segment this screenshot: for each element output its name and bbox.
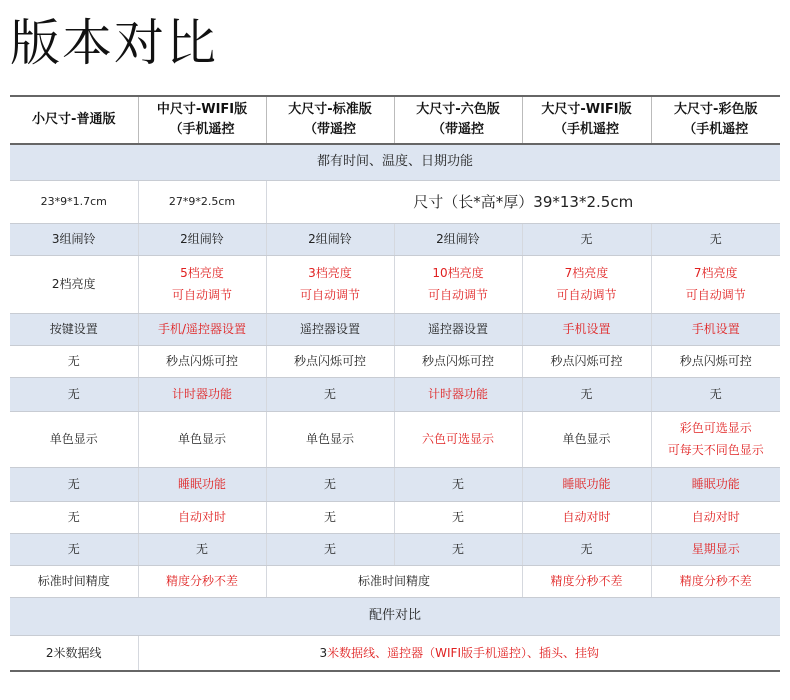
- header-medium-wifi: 中尺寸-WIFI版 （手机遥控: [138, 96, 266, 144]
- week-cell: 无: [138, 533, 266, 565]
- size-cell: 23*9*1.7cm: [10, 180, 138, 223]
- display-cell: 彩色可选显示 可每天不同色显示: [651, 411, 780, 467]
- brightness-cell: 7档亮度 可自动调节: [651, 255, 780, 313]
- alarm-cell: 无: [651, 223, 780, 255]
- settings-cell: 手机/遥控器设置: [138, 313, 266, 345]
- header-small-standard: 小尺寸-普通版: [10, 96, 138, 144]
- brightness-cell: 2档亮度: [10, 255, 138, 313]
- sleep-cell: 无: [10, 467, 138, 501]
- timer-cell: 无: [651, 377, 780, 411]
- precision-cell: 标准时间精度: [10, 565, 138, 597]
- alarm-cell: 2组闹铃: [266, 223, 394, 255]
- sleep-cell: 无: [266, 467, 394, 501]
- display-cell: 单色显示: [266, 411, 394, 467]
- timer-cell: 无: [266, 377, 394, 411]
- alarm-cell: 2组闹铃: [394, 223, 522, 255]
- timer-row: [10, 377, 780, 411]
- settings-cell: 遥控器设置: [394, 313, 522, 345]
- accessory-cell: 2米数据线: [10, 635, 138, 671]
- brightness-row: [10, 255, 780, 313]
- week-cell: 无: [522, 533, 651, 565]
- colon-blink-row: [10, 345, 780, 377]
- settings-cell: 手机设置: [522, 313, 651, 345]
- sleep-cell: 睡眠功能: [522, 467, 651, 501]
- size-cell: 27*9*2.5cm: [138, 180, 266, 223]
- alarm-cell: 3组闹铃: [10, 223, 138, 255]
- section-common-label: 都有时间、温度、日期功能: [10, 144, 780, 180]
- display-cell: 单色显示: [10, 411, 138, 467]
- settings-cell: 手机设置: [651, 313, 780, 345]
- week-cell: 无: [10, 533, 138, 565]
- alarm-cell: 2组闹铃: [138, 223, 266, 255]
- header-large-sixcolor: 大尺寸-六色版 （带遥控: [394, 96, 522, 144]
- accessory-cell-merged: [138, 635, 780, 671]
- section-common-row: [10, 144, 780, 180]
- page-title: 版本对比: [10, 14, 218, 72]
- colon-blink-cell: 秒点闪烁可控: [266, 345, 394, 377]
- colon-blink-cell: 秒点闪烁可控: [651, 345, 780, 377]
- precision-cell: 精度分秒不差: [651, 565, 780, 597]
- settings-cell: 按键设置: [10, 313, 138, 345]
- brightness-cell: 10档亮度 可自动调节: [394, 255, 522, 313]
- section-accessories-row: [10, 597, 780, 635]
- colon-blink-cell: 秒点闪烁可控: [394, 345, 522, 377]
- brightness-cell: 7档亮度 可自动调节: [522, 255, 651, 313]
- auto-sync-cell: 无: [266, 501, 394, 533]
- header-row: [10, 96, 780, 144]
- sleep-row: [10, 467, 780, 501]
- precision-cell: 精度分秒不差: [522, 565, 651, 597]
- size-cell-large: 尺寸（长*高*厚）39*13*2.5cm: [266, 180, 780, 223]
- week-cell: 无: [266, 533, 394, 565]
- colon-blink-cell: 秒点闪烁可控: [522, 345, 651, 377]
- header-large-standard: 大尺寸-标准版 （带遥控: [266, 96, 394, 144]
- sleep-cell: 睡眠功能: [651, 467, 780, 501]
- timer-cell: 计时器功能: [138, 377, 266, 411]
- precision-row: [10, 565, 780, 597]
- precision-cell-merged: 标准时间精度: [266, 565, 522, 597]
- auto-sync-row: [10, 501, 780, 533]
- timer-cell: 无: [522, 377, 651, 411]
- size-row: [10, 180, 780, 223]
- auto-sync-cell: 自动对时: [138, 501, 266, 533]
- week-cell: 星期显示: [651, 533, 780, 565]
- brightness-cell: 5档亮度 可自动调节: [138, 255, 266, 313]
- colon-blink-cell: 秒点闪烁可控: [138, 345, 266, 377]
- section-accessories-label: 配件对比: [10, 597, 780, 635]
- header-large-wifi: 大尺寸-WIFI版 （手机遥控: [522, 96, 651, 144]
- auto-sync-cell: 自动对时: [522, 501, 651, 533]
- display-cell: 单色显示: [522, 411, 651, 467]
- comparison-table: [10, 95, 780, 672]
- auto-sync-cell: 无: [394, 501, 522, 533]
- precision-cell: 精度分秒不差: [138, 565, 266, 597]
- accessory-lead: 3: [319, 645, 328, 660]
- alarm-row: [10, 223, 780, 255]
- week-row: [10, 533, 780, 565]
- sleep-cell: 无: [394, 467, 522, 501]
- auto-sync-cell: 自动对时: [651, 501, 780, 533]
- brightness-cell: 3档亮度 可自动调节: [266, 255, 394, 313]
- alarm-cell: 无: [522, 223, 651, 255]
- timer-cell: 计时器功能: [394, 377, 522, 411]
- settings-cell: 遥控器设置: [266, 313, 394, 345]
- display-cell: 单色显示: [138, 411, 266, 467]
- sleep-cell: 睡眠功能: [138, 467, 266, 501]
- timer-cell: 无: [10, 377, 138, 411]
- header-large-color: 大尺寸-彩色版 （手机遥控: [651, 96, 780, 144]
- display-row: [10, 411, 780, 467]
- auto-sync-cell: 无: [10, 501, 138, 533]
- display-cell: 六色可选显示: [394, 411, 522, 467]
- settings-row: [10, 313, 780, 345]
- accessory-list: 米数据线、遥控器（WIFI版手机遥控）、插头、挂钩: [327, 645, 599, 660]
- colon-blink-cell: 无: [10, 345, 138, 377]
- week-cell: 无: [394, 533, 522, 565]
- accessory-row: [10, 635, 780, 671]
